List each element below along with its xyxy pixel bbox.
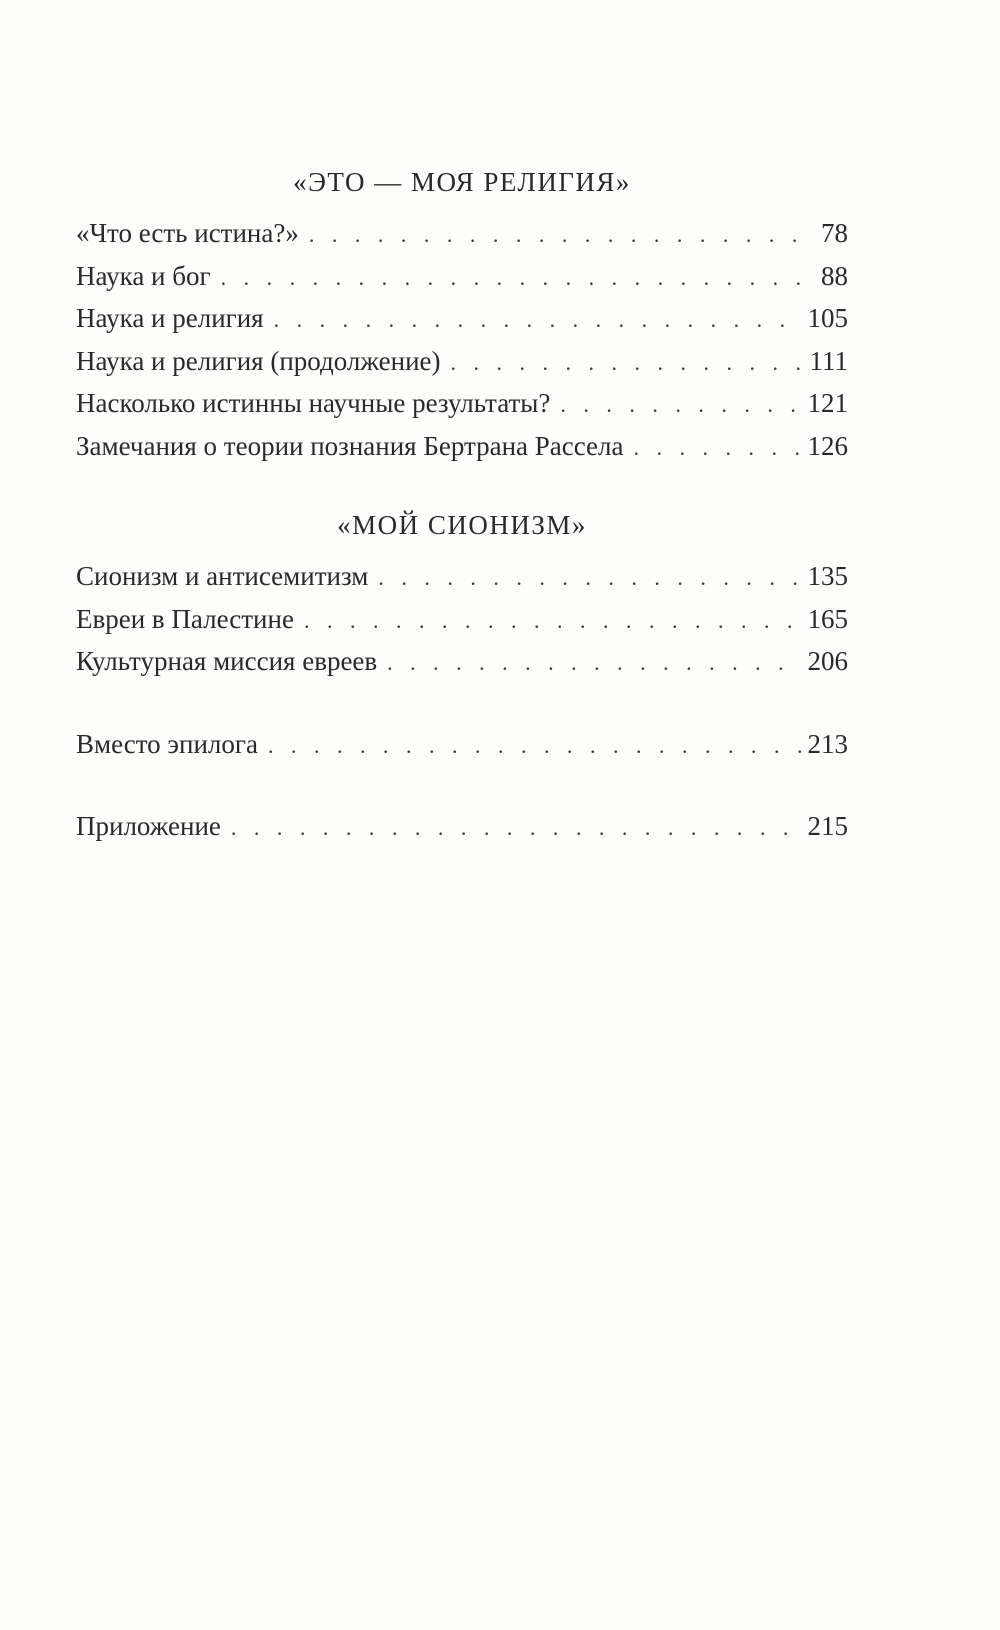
- dot-leader: [560, 384, 801, 427]
- dot-leader: [221, 257, 815, 300]
- toc-entry-epilogue[interactable]: [76, 723, 848, 766]
- entry-page-number: 121: [807, 388, 848, 418]
- entry-page-number: 206: [807, 646, 848, 676]
- dot-leader: [309, 214, 815, 257]
- entry-page-number: 111: [809, 345, 848, 376]
- standalone-entries: [76, 723, 848, 766]
- entry-page-number: 78: [821, 218, 848, 248]
- entry-page-number: 213: [807, 728, 848, 759]
- entry-label: Евреи в Палестине: [76, 603, 294, 634]
- entry-label: Культурная миссия евреев: [76, 646, 378, 676]
- dot-leader: [451, 342, 804, 385]
- entry-page-number: 126: [807, 430, 848, 461]
- toc-entry[interactable]: [76, 297, 848, 340]
- toc-entry[interactable]: [76, 340, 848, 383]
- entry-label: Сионизм и антисемитизм: [76, 561, 369, 591]
- section-title: «ЭТО — МОЯ РЕЛИГИЯ»: [293, 167, 631, 197]
- entry-label: Наука и бог: [76, 260, 211, 291]
- section-entries: [76, 212, 848, 467]
- dot-leader: [387, 642, 801, 685]
- entry-page-number: 88: [821, 260, 848, 291]
- dot-leader: [231, 807, 802, 850]
- table-of-contents: [76, 164, 848, 848]
- entry-label: Насколько истинны научные результаты?: [76, 388, 551, 418]
- entry-label: Вместо эпилога: [76, 728, 258, 759]
- toc-entry[interactable]: [76, 598, 848, 641]
- section-title: «МОЙ СИОНИЗМ»: [337, 510, 587, 540]
- toc-entry[interactable]: [76, 382, 848, 425]
- toc-entry-appendix[interactable]: [76, 805, 848, 848]
- standalone-entries: [76, 805, 848, 848]
- toc-entry[interactable]: [76, 555, 848, 598]
- toc-entry[interactable]: [76, 640, 848, 683]
- dot-leader: [634, 427, 802, 470]
- toc-entry[interactable]: [76, 425, 848, 468]
- toc-entry[interactable]: [76, 255, 848, 298]
- entry-page-number: 165: [807, 603, 848, 634]
- section-entries: [76, 555, 848, 683]
- entry-label: Приложение: [76, 811, 221, 841]
- dot-leader: [304, 600, 802, 643]
- entry-page-number: 135: [807, 561, 848, 591]
- entry-label: Наука и религия (продолжение): [76, 345, 441, 376]
- entry-page-number: 215: [807, 811, 848, 841]
- entry-page-number: 105: [807, 303, 848, 333]
- entry-label: Наука и религия: [76, 303, 264, 333]
- entry-label: Замечания о теории познания Бертрана Рассела: [76, 430, 624, 461]
- dot-leader: [274, 299, 802, 342]
- dot-leader: [268, 725, 802, 768]
- dot-leader: [378, 557, 801, 600]
- toc-entry[interactable]: [76, 212, 848, 255]
- entry-label: «Что есть истина?»: [76, 218, 299, 248]
